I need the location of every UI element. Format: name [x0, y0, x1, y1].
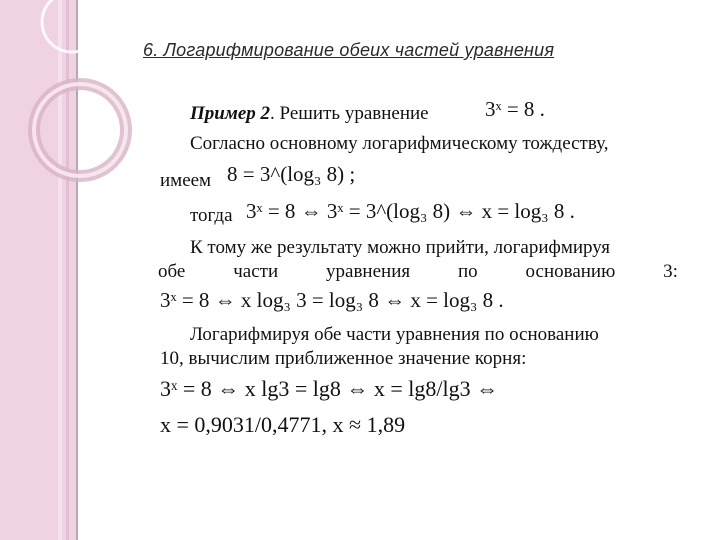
example-text: Решить уравнение	[279, 103, 429, 124]
ring-large-highlight	[34, 84, 126, 176]
slide-title: 6. Логарифмирование обеих частей уравнения	[143, 40, 555, 60]
result-equation: x = 0,9031/0,4771, x ≈ 1,89	[160, 412, 406, 437]
ring-top	[42, 0, 102, 52]
word: 3:	[663, 261, 678, 282]
word: части	[233, 261, 279, 282]
chain-equation-1: 3ˣ = 8 ⇔ 3ˣ = 3^(log₃ 8) ⇔ x = log₃ 8 .	[246, 199, 575, 223]
para3-line1: Логарифмируя обе части уравнения по основанию	[190, 324, 599, 345]
identity-equation: 8 = 3^(log₃ 8) ;	[227, 162, 356, 186]
word: обе	[158, 261, 186, 282]
example-equation: 3ˣ = 8 .	[485, 97, 545, 121]
para1-line1: Согласно основному логарифмическому тождеству,	[190, 133, 609, 154]
para2-line2	[158, 261, 678, 283]
decorative-rings	[0, 0, 160, 230]
chain-equation-3: 3ˣ = 8 ⇔ x lg3 = lg8 ⇔ x = lg8/lg3 ⇔	[160, 376, 499, 401]
word: уравнения	[326, 261, 411, 282]
para3-line2: 10, вычислим приближенное значение корня:	[160, 348, 527, 369]
chain-equation-2: 3ˣ = 8 ⇔ x log₃ 3 = log₃ 8 ⇔ x = log₃ 8 .	[160, 288, 504, 312]
example-line: Пример 2. Решить уравнение	[190, 103, 429, 124]
word: основанию	[525, 261, 616, 282]
word: по	[457, 261, 478, 282]
para1-togda: тогда	[190, 205, 233, 226]
example-label: Пример 2	[190, 103, 271, 124]
para1-imeem: имеем	[160, 170, 212, 191]
para2-line1: К тому же результату можно прийти, логарифмируя	[190, 237, 611, 258]
